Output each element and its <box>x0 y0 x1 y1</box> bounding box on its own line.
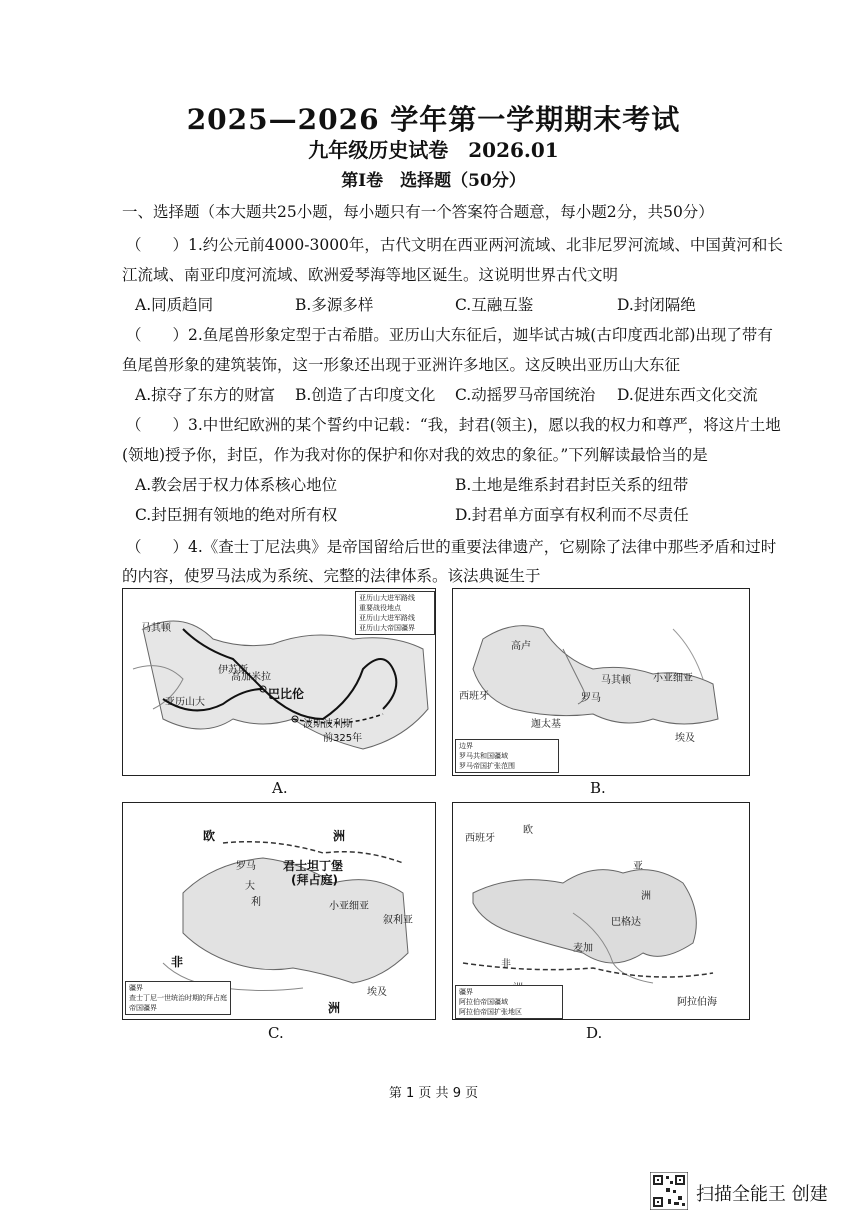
map-c-label-9: 洲 <box>328 1001 341 1015</box>
map-c-label-11: 利 <box>251 897 261 908</box>
q2-line-2: 鱼尾兽形象的建筑装饰，这一形象还出现于亚洲许多地区。这反映出亚历山大东征 <box>122 356 681 374</box>
map-a-legend-3: 亚历山大帝国疆界 <box>359 624 415 632</box>
map-a-legend-2: 亚历山大进军路线 <box>359 614 415 622</box>
map-d-label-3: 巴格达 <box>611 917 641 928</box>
map-d-arab <box>452 802 750 1020</box>
q1-option-d: D.封闭隔绝 <box>617 296 696 314</box>
map-c-label-3: (拜占庭) <box>291 873 338 887</box>
map-d-legend <box>455 985 563 1019</box>
scanner-text: 扫描全能王 创建 <box>696 1184 828 1205</box>
q1-option-c: C.互融互鉴 <box>455 296 534 314</box>
map-c-legend-1: 查士丁尼一世统治时期的拜占庭帝国疆界 <box>129 994 227 1012</box>
map-a-legend <box>355 591 435 635</box>
map-b-legend-1: 罗马共和国疆域 <box>459 752 508 760</box>
map-d-legend-2: 阿拉伯帝国扩张地区 <box>459 1008 522 1016</box>
map-d-label-5: 非 <box>501 959 511 970</box>
map-b-label-2: 罗马 <box>581 693 601 704</box>
map-b-rome <box>452 588 750 776</box>
map-c-caption: C. <box>268 1024 284 1042</box>
map-b-label-5: 迦太基 <box>531 719 561 730</box>
map-b-label-3: 马其顿 <box>601 675 631 686</box>
q1-line-1: （ ）1.约公元前4000-3000年，古代文明在西亚两河流域、北非尼罗河流域、中国黄河和长 <box>126 236 783 254</box>
map-d-legend-0: 疆界 <box>459 988 473 996</box>
map-b-caption: B. <box>590 779 606 797</box>
instructions: 一、选择题（本大题共25小题，每小题只有一个答案符合题意，每小题2分，共50分） <box>122 203 714 221</box>
q3-line-2: (领地)授予你，封臣，作为我对你的保护和你对我的效忠的象征。”下列解读最恰当的是 <box>122 446 708 464</box>
qr-code-icon <box>650 1172 688 1210</box>
map-a-legend-1: 重要战役地点 <box>359 604 401 612</box>
map-b-legend <box>455 739 559 773</box>
map-a-label-1: 伊苏斯 <box>218 665 248 676</box>
map-d-label-0: 西班牙 <box>465 833 495 844</box>
map-b-label-1: 西班牙 <box>459 691 489 702</box>
map-a-label-2: 高加米拉 <box>231 672 271 683</box>
map-a-label-6: 前325年 <box>323 733 363 744</box>
map-a-legend-0: 亚历山大进军路线 <box>359 594 415 602</box>
exam-title: 2025—2026 学年第一学期期末考试 <box>186 103 681 136</box>
q3-line-1: （ ）3.中世纪欧洲的某个誓约中记载：“我，封君(领主)，愿以我的权力和尊严，将这片土地 <box>126 416 781 434</box>
map-c-label-0: 欧 <box>203 829 216 843</box>
map-b-label-6: 埃及 <box>675 733 695 744</box>
map-c-legend-0: 疆界 <box>129 984 143 992</box>
map-c-byzantine <box>122 802 436 1020</box>
map-a-caption: A. <box>272 779 288 797</box>
map-c-label-5: 小亚细亚 <box>329 901 369 912</box>
scanner-watermark <box>650 1170 860 1214</box>
map-a-label-5: 波斯波利斯 <box>303 719 353 730</box>
map-b-label-4: 小亚细亚 <box>653 673 693 684</box>
map-c-label-6: 叙利亚 <box>383 915 413 926</box>
map-a-label-4: 亚历山大 <box>165 697 205 708</box>
map-d-label-4: 麦加 <box>573 943 593 954</box>
q2-option-a: A.掠夺了东方的财富 <box>135 386 276 404</box>
map-c-label-1: 洲 <box>333 829 346 843</box>
map-b-legend-0: 边界 <box>459 742 473 750</box>
map-b-label-0: 高卢 <box>511 641 531 652</box>
map-a-label-0: 马其顿 <box>141 623 171 634</box>
map-b-legend-2: 罗马帝国扩张范围 <box>459 762 515 770</box>
map-c-label-7: 埃及 <box>367 987 387 998</box>
q1-option-b: B.多源多样 <box>295 296 374 314</box>
q1-line-2: 江流域、南亚印度河流域、欧洲爱琴海等地区诞生。这说明世界古代文明 <box>122 266 619 284</box>
map-d-legend-1: 阿拉伯帝国疆域 <box>459 998 508 1006</box>
q2-option-d: D.促进东西文化交流 <box>617 386 758 404</box>
q4-line-1: （ ）4.《查士丁尼法典》是帝国留给后世的重要法律遗产，它剔除了法律中那些矛盾和过时 <box>126 538 777 556</box>
q1-option-a: A.同质趋同 <box>135 296 214 314</box>
q3-option-a: A.教会居于权力体系核心地位 <box>135 476 338 494</box>
map-d-label-2: 洲 <box>641 891 651 902</box>
exam-subtitle: 九年级历史试卷 2026.01 <box>308 138 559 162</box>
page-number: 第 1 页 共 9 页 <box>388 1086 479 1101</box>
map-d-label-1: 亚 <box>633 861 643 872</box>
map-c-legend <box>125 981 231 1015</box>
map-c-label-2: 君士坦丁堡 <box>283 859 344 873</box>
section-heading: 第Ⅰ卷 选择题（50分） <box>341 171 526 191</box>
map-c-label-10: 大 <box>245 881 255 892</box>
q3-option-b: B.土地是维系封君封臣关系的纽带 <box>455 476 689 494</box>
map-c-label-8: 非 <box>171 955 184 969</box>
map-c-label-4: 罗马 <box>236 861 256 872</box>
q2-line-1: （ ）2.鱼尾兽形象定型于古希腊。亚历山大东征后，迦毕试古城(古印度西北部)出现了带有 <box>126 326 773 344</box>
q2-option-c: C.动摇罗马帝国统治 <box>455 386 596 404</box>
map-a-label-3: 巴比伦 <box>268 687 305 701</box>
q3-option-d: D.封君单方面享有权利而不尽责任 <box>455 506 689 524</box>
q2-option-b: B.创造了古印度文化 <box>295 386 436 404</box>
map-d-caption: D. <box>586 1024 603 1042</box>
q4-line-2: 的内容，使罗马法成为系统、完整的法律体系。该法典诞生于 <box>122 567 541 585</box>
q3-option-c: C.封臣拥有领地的绝对所有权 <box>135 506 338 524</box>
map-d-label-8: 欧 <box>523 825 533 836</box>
map-d-label-7: 阿拉伯海 <box>677 997 717 1008</box>
map-a-alexander <box>122 588 436 776</box>
